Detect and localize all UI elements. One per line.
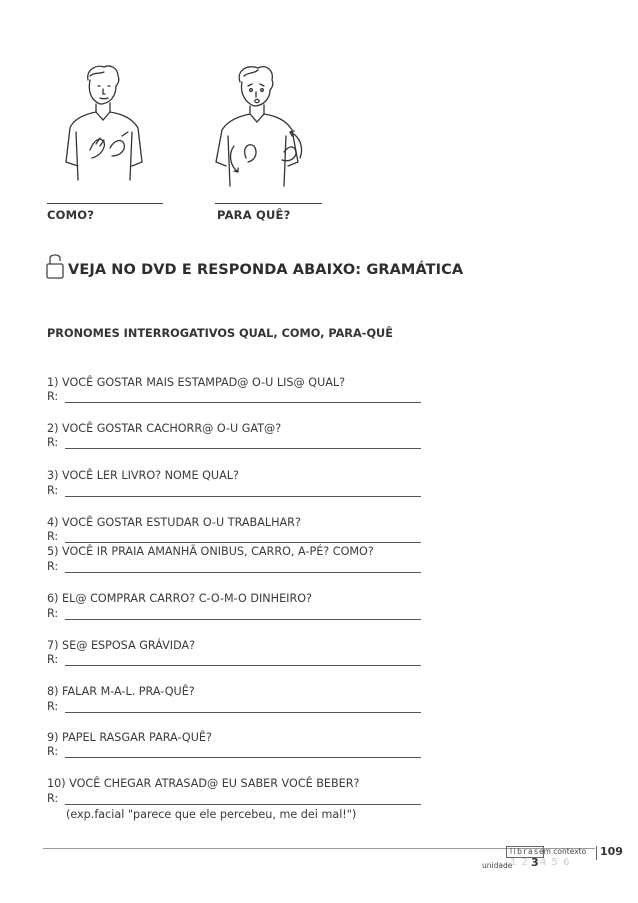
answer-line[interactable] xyxy=(47,792,421,806)
question-9: 9) PAPEL RASGAR PARA-QUÊ? xyxy=(47,731,212,744)
answer-label: R: xyxy=(47,390,59,403)
brand-suffix: em contexto xyxy=(539,847,587,856)
answer-line[interactable] xyxy=(47,700,421,714)
answer-label: R: xyxy=(47,436,59,449)
page-number: 109 xyxy=(600,845,623,858)
question-6: 6) EL@ COMPRAR CARRO? C-O-M-O DINHEIRO? xyxy=(47,592,312,605)
answer-line[interactable] xyxy=(47,653,421,667)
sign-caption: COMO? xyxy=(47,208,95,222)
answer-label: R: xyxy=(47,484,59,497)
answer-line[interactable] xyxy=(47,607,421,621)
answer-label: R: xyxy=(47,607,59,620)
question-3: 3) VOCÊ LER LIVRO? NOME QUAL? xyxy=(47,469,239,482)
answer-line[interactable] xyxy=(47,530,421,544)
answer-label: R: xyxy=(47,653,59,666)
answer-label: R: xyxy=(47,745,59,758)
page-number-divider xyxy=(596,846,597,860)
unit-numbers-before: 1 2 xyxy=(510,857,529,868)
answer-label: R: xyxy=(47,792,59,805)
question-4: 4) VOCÊ GOSTAR ESTUDAR O-U TRABALHAR? xyxy=(47,516,301,529)
sign-illustration-para-que xyxy=(212,62,312,192)
brand-logo: libras xyxy=(506,846,544,858)
answer-label: R: xyxy=(47,700,59,713)
question-8: 8) FALAR M-A-L. PRA-QUÊ? xyxy=(47,685,195,698)
current-unit: 3 xyxy=(531,856,539,869)
answer-label: R: xyxy=(47,530,59,543)
question-10: 10) VOCÊ CHEGAR ATRASAD@ EU SABER VOCÊ BEBER? xyxy=(47,777,360,790)
question-7: 7) SE@ ESPOSA GRÁVIDA? xyxy=(47,639,196,652)
unit-label: unidade xyxy=(482,861,513,870)
answer-line[interactable] xyxy=(47,560,421,574)
answer-label: R: xyxy=(47,560,59,573)
answer-line[interactable] xyxy=(47,745,421,759)
answer-line[interactable] xyxy=(47,390,421,404)
page-footer xyxy=(482,840,632,880)
question-1: 1) VOCÊ GOSTAR MAIS ESTAMPAD@ O-U LIS@ QUAL? xyxy=(47,376,346,389)
unit-numbers-after: 4 5 6 xyxy=(540,857,571,868)
answer-line[interactable] xyxy=(47,436,421,450)
question-2: 2) VOCÊ GOSTAR CACHORR@ O-U GAT@? xyxy=(47,422,282,435)
answer-line[interactable] xyxy=(47,484,421,498)
answer-line[interactable] xyxy=(47,203,163,204)
section-title: VEJA NO DVD E RESPONDA ABAIXO: GRAMÁTICA xyxy=(68,262,464,278)
answer-line[interactable] xyxy=(215,203,322,204)
sign-caption: PARA QUÊ? xyxy=(217,208,291,222)
question-5: 5) VOCÊ IR PRAIA AMANHÃ ONIBUS, CARRO, A-PÉ? COMO? xyxy=(47,545,374,558)
padlock-icon xyxy=(46,252,64,284)
sign-illustration-como xyxy=(60,62,150,182)
section-subtitle: PRONOMES INTERROGATIVOS QUAL, COMO, PARA-QUÊ xyxy=(47,327,393,340)
facial-expression-note: (exp.facial "parece que ele percebeu, me dei mal!") xyxy=(66,808,357,821)
